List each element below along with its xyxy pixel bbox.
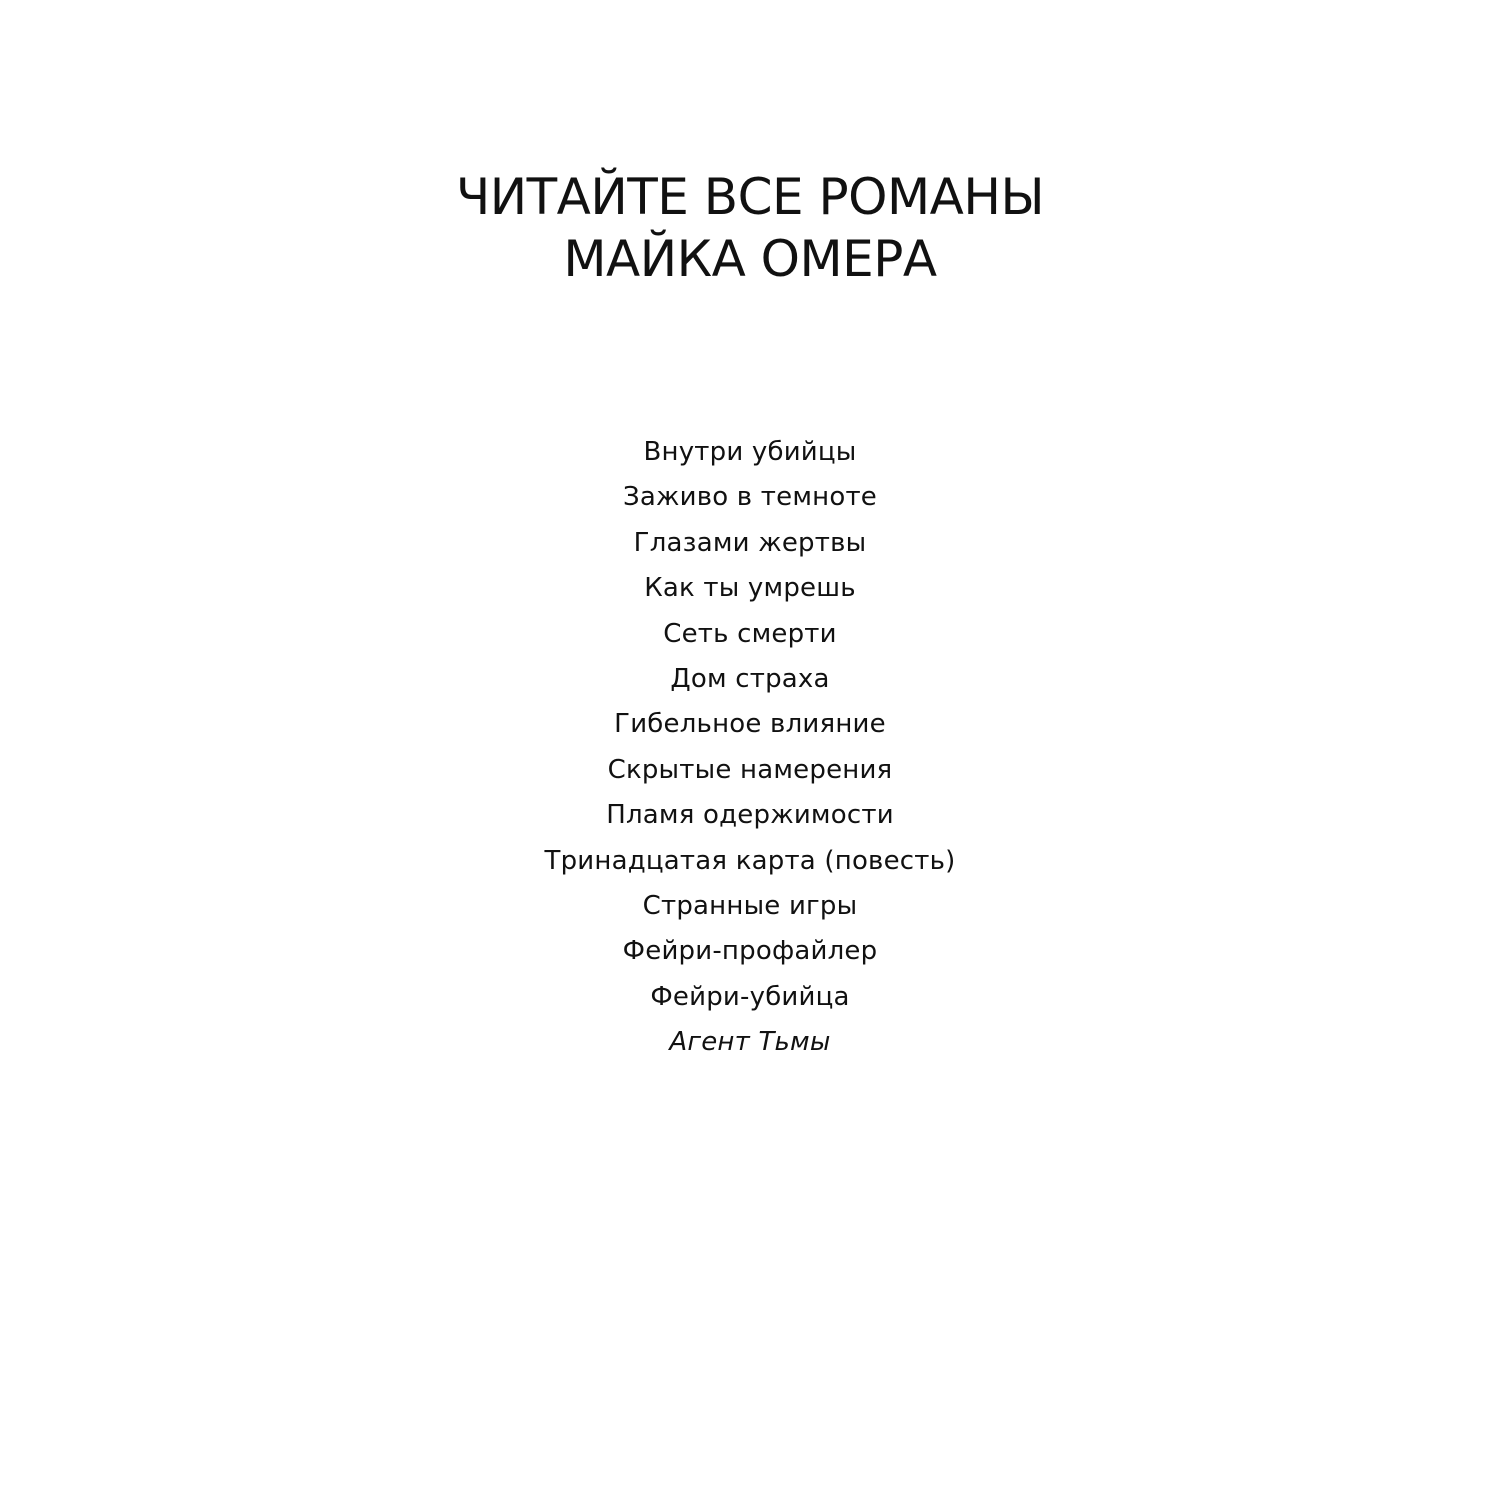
book-title: Заживо в темноте: [622, 482, 877, 513]
book-title: Дом страха: [670, 663, 830, 694]
book-title: Внутри убийцы: [643, 437, 857, 467]
book-title: Гибельное влияние: [614, 709, 886, 740]
page-title-line-1: ЧИТАЙТЕ ВСЕ РОМАНЫ: [455, 168, 1045, 226]
book-title: Фейри-профайлер: [622, 936, 878, 967]
book-title: Пламя одержимости: [606, 800, 894, 831]
book-title: Тринадцатая карта (повесть): [544, 845, 956, 876]
page-title-line-2: МАЙКА ОМЕРА: [563, 230, 937, 288]
book-title: Как ты умрешь: [644, 573, 856, 604]
page-title: [0, 166, 1500, 290]
book-title: Сеть смерти: [663, 618, 837, 649]
book-title: Скрытые намерения: [607, 754, 893, 785]
book-title: Странные игры: [642, 890, 858, 921]
book-title: Фейри-убийца: [650, 981, 850, 1012]
book-title: Глазами жертвы: [633, 527, 867, 558]
book-title: Агент Тьмы: [669, 1027, 831, 1058]
book-list: [0, 430, 1500, 1065]
